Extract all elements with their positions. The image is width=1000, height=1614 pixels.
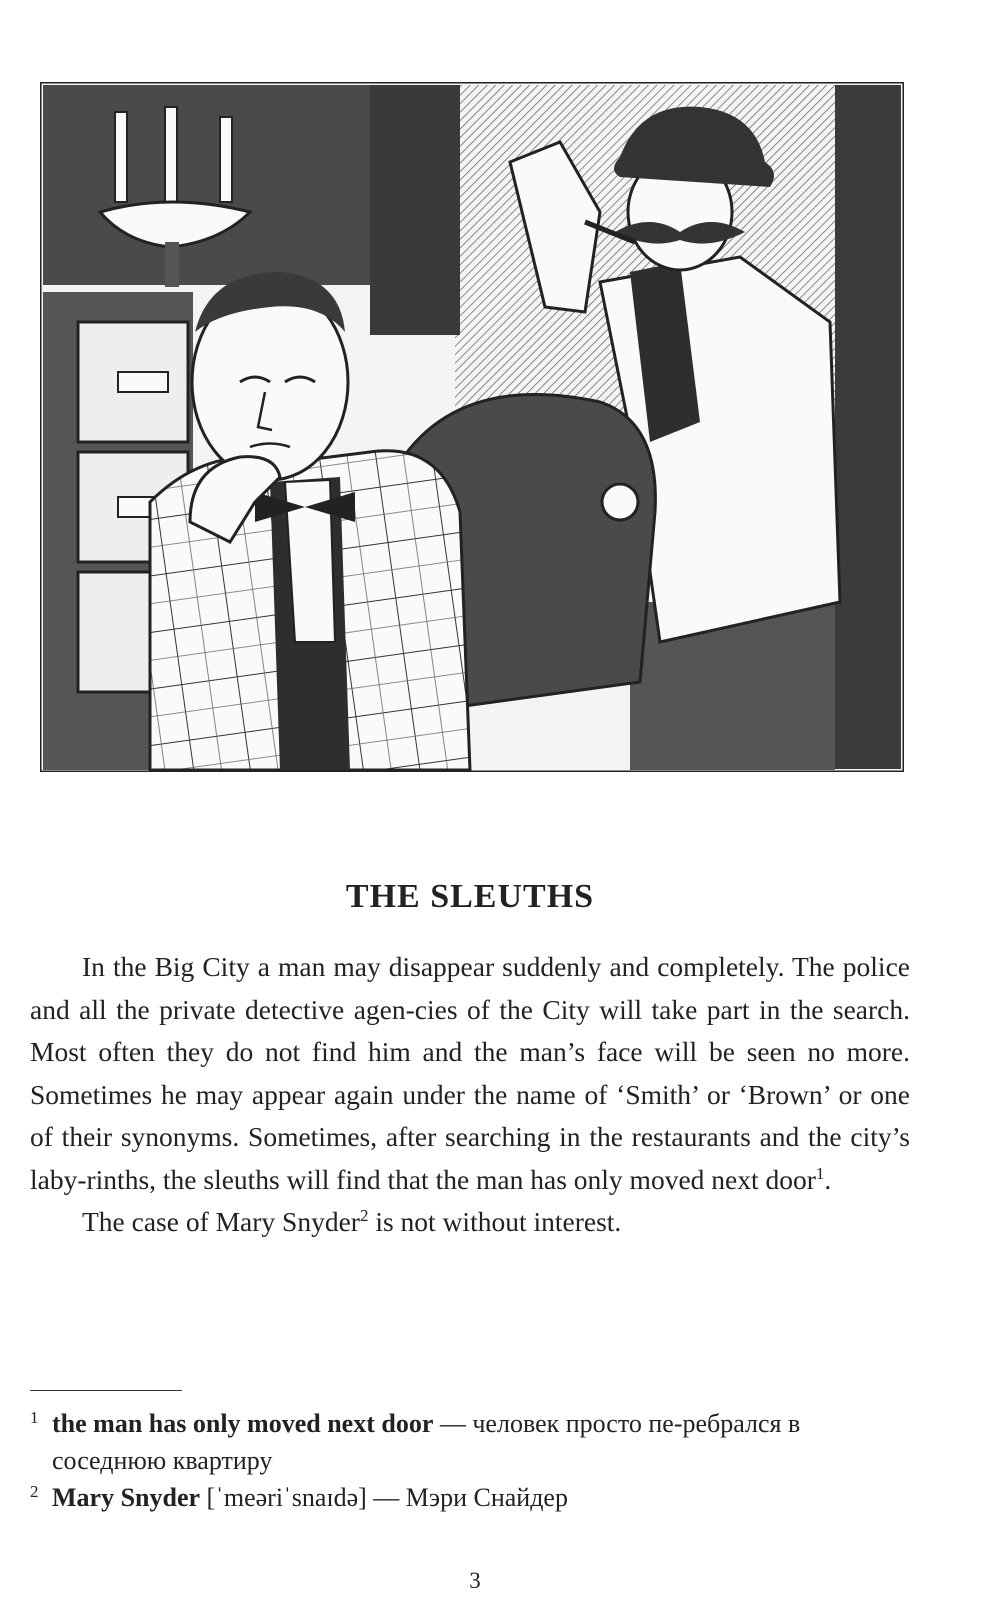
footnote-translation: Мэри Снайдер (405, 1483, 568, 1512)
footnote-pronunciation: [ˈmeəriˈsnaɪdə] (200, 1483, 367, 1512)
story-body (30, 946, 910, 1244)
paragraph-tail: is not without interest. (368, 1206, 622, 1237)
story-title: THE SLEUTHS (345, 877, 595, 915)
story-illustration (40, 82, 904, 772)
footnote-1 (30, 1405, 910, 1479)
paragraph-text: In the Big City a man may disappear suddenly and completely. The police and all the private detective agen-cies of the City will take part in the search. Most often they do not find him and the man’s face will be seen no more. Sometimes he may appear again under the name of ‘Smith’ or ‘Brown’ or one of their synonyms. Sometimes, after searching in the restaurants and the city’s laby-rinths, the sleuths will find that the man has only moved next door (30, 951, 910, 1195)
footnote-number: 1 (30, 1408, 39, 1427)
footnotes (30, 1405, 910, 1516)
illustration-drawing (40, 82, 904, 772)
paragraph-text: The case of Mary Snyder (82, 1206, 360, 1237)
footnote-term: the man has only moved next door (52, 1409, 434, 1438)
footnote-translation: человек просто пе-ребрался в соседнюю квартиру (52, 1409, 801, 1475)
footnote-dash: — (366, 1483, 406, 1512)
paragraph-tail: . (824, 1163, 832, 1195)
footnote-dash: — (433, 1409, 473, 1438)
page-number: 3 (469, 1568, 481, 1593)
footnote-ref: 2 (359, 1205, 369, 1225)
footnote-term: Mary Snyder (52, 1483, 201, 1512)
footnote-ref: 1 (815, 1163, 825, 1183)
footnote-divider (30, 1390, 182, 1391)
paragraph (30, 1201, 910, 1244)
paragraph (30, 946, 910, 1201)
footnote-2 (30, 1479, 910, 1516)
footnote-number: 2 (30, 1482, 39, 1501)
